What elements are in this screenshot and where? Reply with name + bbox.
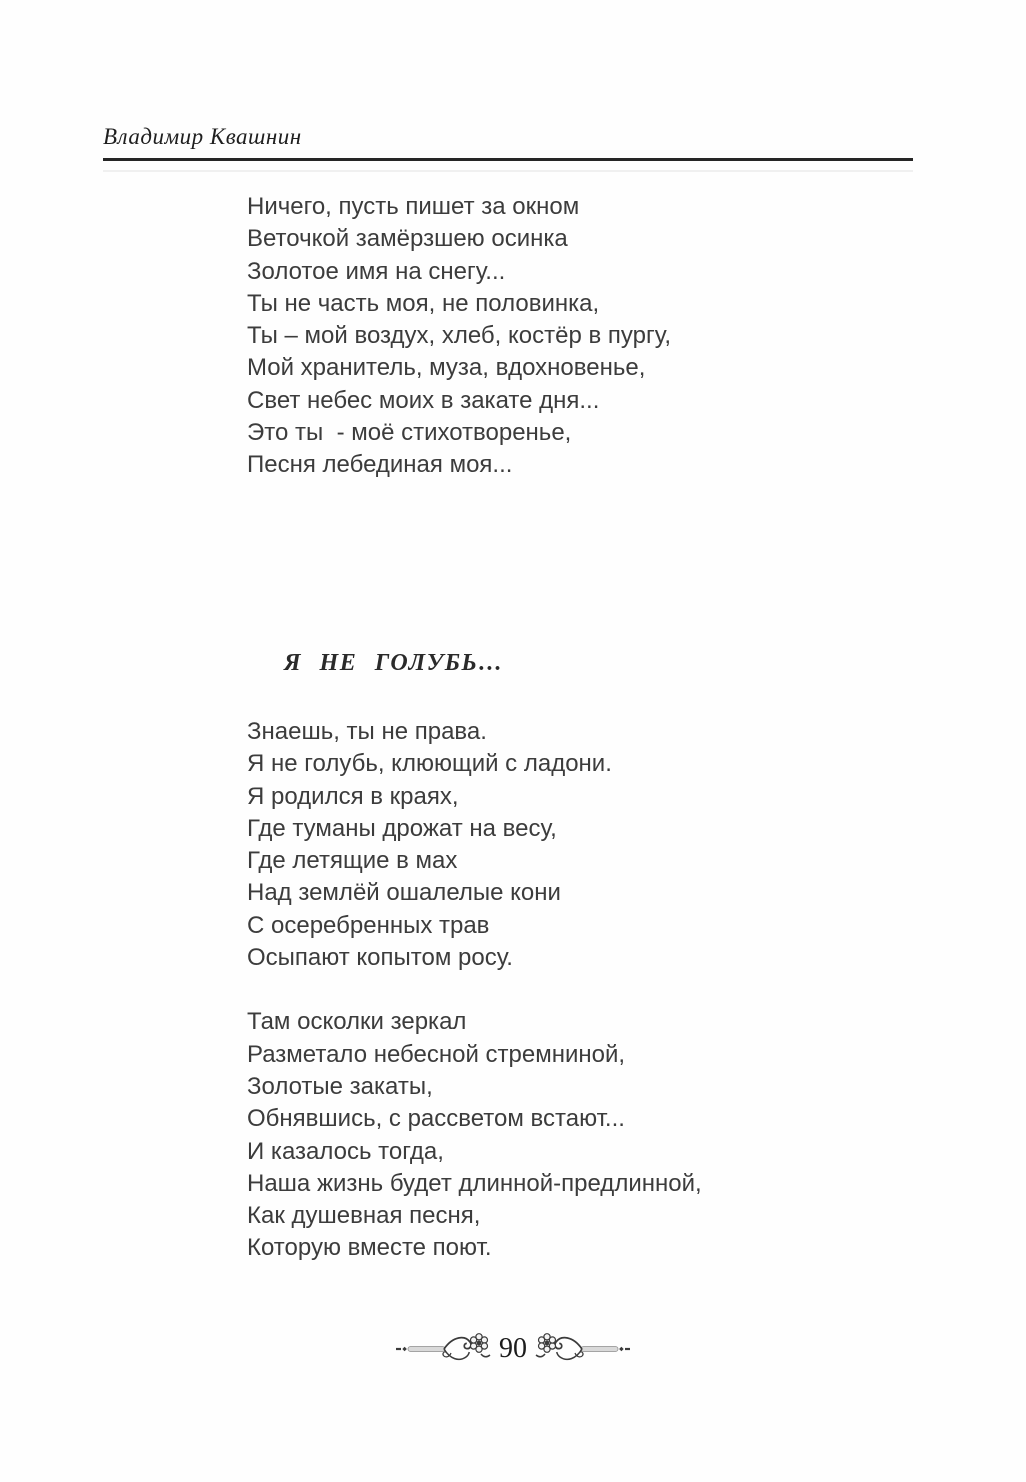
poem-line: Ничего, пусть пишет за окном — [247, 193, 580, 220]
poem-title: Я НЕ ГОЛУБЬ… — [284, 650, 504, 676]
flower-rosette-icon — [539, 1334, 556, 1353]
poem-line: Мой хранитель, муза, вдохновенье, — [247, 354, 646, 382]
page-number: 90 — [499, 1333, 527, 1364]
poem-line: Где туманы дрожат на весу, — [247, 814, 557, 842]
poem-line: Веточкой замёрзшею осинка — [247, 225, 568, 253]
poem-line: С осеребренных трав — [247, 911, 490, 939]
poem-line: Как душевная песня, — [247, 1202, 481, 1230]
poem-line: Над землёй ошалелые кони — [247, 879, 561, 907]
flower-rosette-icon — [471, 1334, 488, 1353]
poem-line: Золотые закаты, — [247, 1072, 433, 1100]
poem-line: И казалось тогда, — [247, 1137, 444, 1165]
page-header-author: Владимир Квашнин — [103, 124, 302, 149]
poem-line: Где летящие в мах — [247, 847, 458, 875]
poem-body — [247, 716, 702, 1265]
poem-line: Свет небес моих в закате дня... — [247, 386, 600, 414]
poem-line: Там осколки зеркал — [247, 1008, 467, 1036]
poem-line: Обнявшись, с рассветом встают... — [247, 1105, 625, 1133]
poem-line: Наша жизнь будет длинной-предлинной, — [247, 1169, 702, 1197]
poem-line: Песня лебединая моя... — [247, 451, 513, 479]
poem-line: Знаешь, ты не права. — [247, 718, 487, 745]
footer-flourish-left-icon — [395, 1331, 491, 1367]
stanza-gap — [247, 974, 702, 1006]
poem-line: Я родился в краях, — [247, 782, 459, 810]
footer-flourish-right-icon — [535, 1331, 631, 1367]
header-rule-echo — [103, 170, 913, 172]
header-rule — [103, 158, 913, 161]
poem-line: Ты – мой воздух, хлеб, костёр в пургу, — [247, 322, 671, 350]
poem-line: Осыпают копытом росу. — [247, 944, 513, 972]
poem-previous-stanza — [247, 191, 671, 482]
poem-line: Которую вместе поют. — [247, 1234, 492, 1262]
poem-line: Ты не часть моя, не половинка, — [247, 289, 600, 317]
poem-line: Я не голубь, клюющий с ладони. — [247, 750, 612, 778]
page-footer — [0, 1331, 1026, 1367]
poem-line: Это ты - моё стихотворенье, — [247, 419, 572, 447]
poem-line: Разметало небесной стремниной, — [247, 1040, 626, 1068]
poem-line: Золотое имя на снегу... — [247, 257, 506, 285]
